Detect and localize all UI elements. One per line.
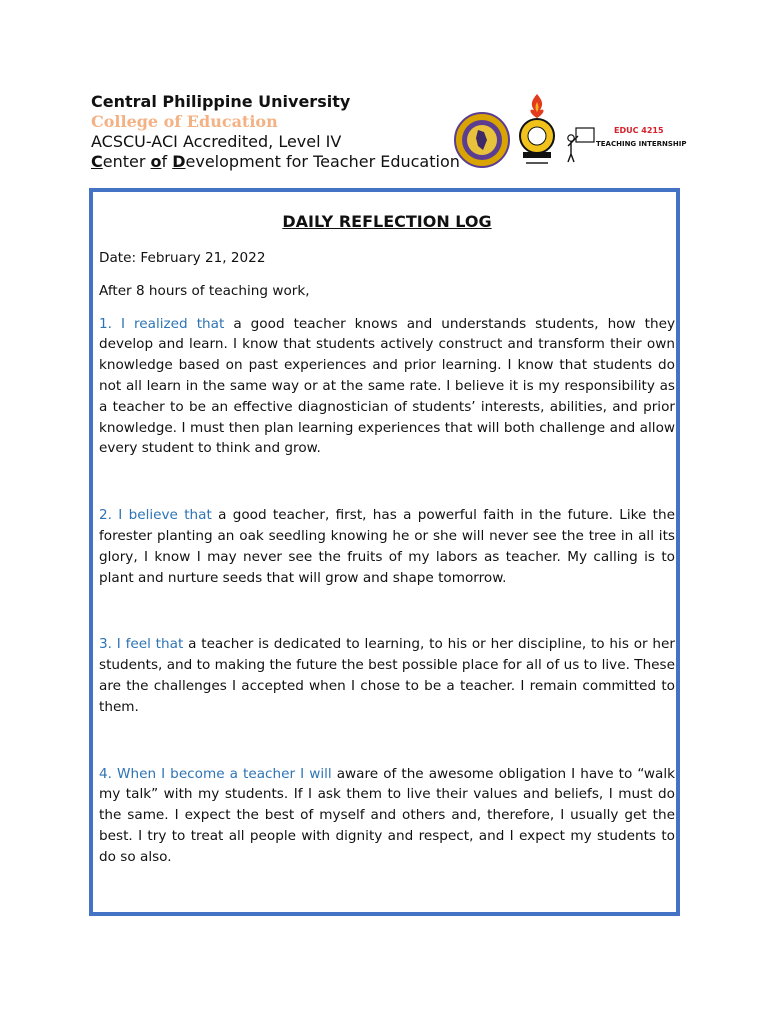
internship-label: TEACHING INTERNSHIP: [596, 140, 687, 148]
center-initial-c: C: [91, 152, 103, 171]
reflection-entry-2: [99, 505, 675, 588]
accreditation-line: ACSCU-ACI Accredited, Level IV: [91, 132, 342, 151]
entry-3-text: a teacher is dedicated to learning, to his or her discipline, to his or her students, and to making the future the best possible place for all of us to live. These are the challenges I accepted when I chose to be a teacher. I remain committed to them.: [99, 636, 675, 715]
document-header: [91, 92, 461, 172]
university-name: Central Philippine University: [91, 92, 351, 111]
entry-4-lead: 4. When I become a teacher I will: [99, 765, 332, 782]
entry-1-lead: 1. I realized that: [99, 315, 225, 332]
center-word-3: evelopment for Teacher Education: [185, 152, 460, 171]
center-word-1: enter: [102, 152, 151, 171]
university-seal-icon: [454, 112, 510, 168]
reflection-entry-3: [99, 634, 675, 717]
entry-3-lead: 3. I feel that: [99, 636, 184, 653]
teaching-internship-badge: [564, 124, 690, 164]
entry-2-text: a good teacher, first, has a powerful faith in the future. Like the forester planting an oak seedling knowing he or she will never see the tree in all its glory, I know I may never see the fruits of my labors as teacher. My calling is to plant and nurture seeds that will grow and shape tomorrow.: [99, 507, 675, 586]
center-line: [91, 152, 461, 172]
center-initial-d: D: [172, 152, 186, 171]
center-initial-o: o: [150, 152, 162, 171]
internship-course-code: EDUC 4215: [614, 126, 664, 135]
entry-1-text: a good teacher knows and understands students, how they develop and learn. I know that students actively construct and transform their own knowledge based on past experiences and prior learning. I know that students do not all learn in the same way or at the same rate. I believe it is my responsibility as a teacher to be an effective diagnostician of students’ interests, abilities, and prior knowledge. I must then plan learning experiences that will both challenge and allow every student to think and grow.: [99, 315, 675, 457]
teacher-at-board-icon: [564, 124, 596, 164]
entry-4-text: aware of the awesome obligation I have to “walk my talk” with my students. If I ask them to live their values and beliefs, I must do the same. I expect the best of myself and others and, therefore, I usually get the best. I try to treat all people with dignity and respect, and I expect my students to do so also.: [99, 765, 675, 865]
log-title: DAILY REFLECTION LOG: [282, 212, 492, 231]
reflection-entry-4: [99, 764, 675, 868]
center-word-2: f: [161, 152, 173, 171]
college-name: College of Education: [91, 112, 278, 131]
reflection-content: [99, 210, 675, 868]
log-date: Date: February 21, 2022: [99, 250, 266, 266]
reflection-entry-1: [99, 314, 675, 460]
log-intro: After 8 hours of teaching work,: [99, 282, 310, 299]
entry-2-lead: 2. I believe that: [99, 507, 212, 524]
header-logos: [452, 92, 692, 176]
college-of-education-seal-icon: [514, 92, 560, 172]
